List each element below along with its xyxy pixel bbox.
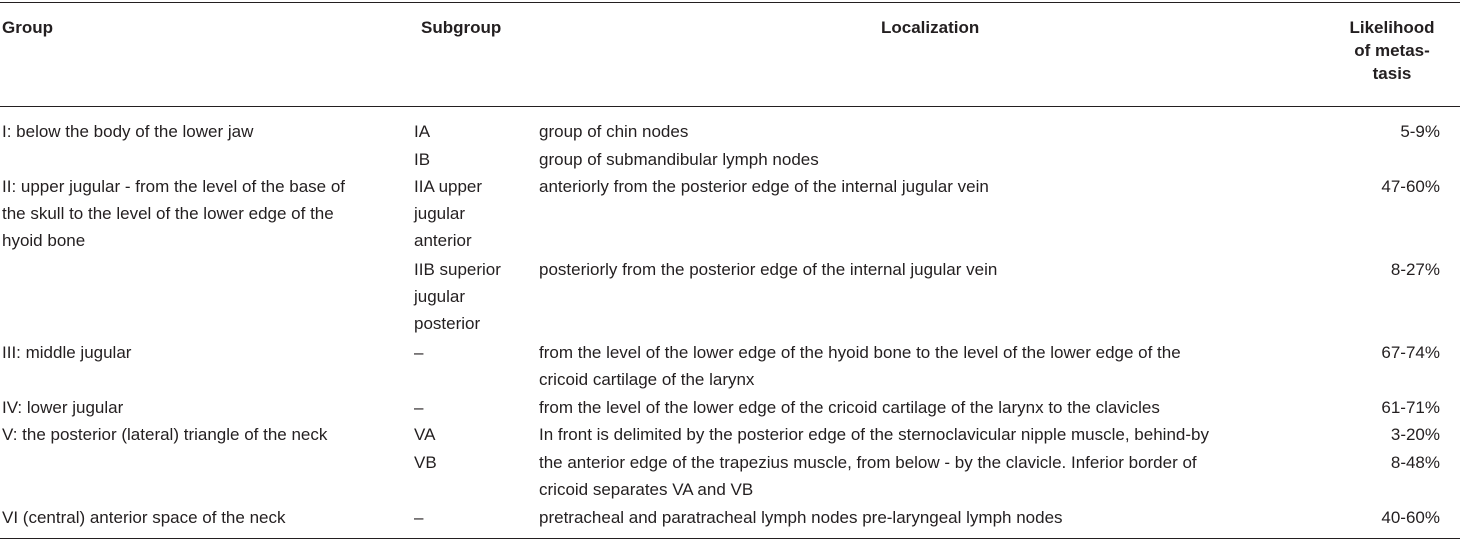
- row-4-localization: posteriorly from the posterior edge of the internal jugular vein: [539, 260, 998, 279]
- row-4-subgroup-line-2: jugular: [414, 287, 466, 306]
- row-1-likelihood: 5-9%: [1400, 122, 1440, 141]
- row-8-likelihood: 8-48%: [1390, 453, 1440, 472]
- header-subgroup: Subgroup: [421, 18, 502, 37]
- row-9-group-line-1: VI (central) anterior space of the neck: [2, 508, 286, 527]
- row-9-subgroup: –: [414, 508, 424, 527]
- row-1-subgroup: IA: [414, 122, 431, 141]
- row-1-localization: group of chin nodes: [539, 122, 689, 141]
- row-5-group-line-1: III: middle jugular: [2, 343, 132, 362]
- header-bottom-rule: [0, 106, 1460, 107]
- row-3-likelihood: 47-60%: [1381, 177, 1440, 196]
- header-localization: Localization: [881, 18, 980, 37]
- row-6-group-line-1: IV: lower jugular: [2, 398, 124, 417]
- row-3-group-line-1: II: upper jugular - from the level of the base of: [2, 177, 346, 196]
- row-3-subgroup-line-1: IIA upper: [414, 177, 483, 196]
- row-1-group-line-1: I: below the body of the lower jaw: [2, 122, 254, 141]
- row-7-likelihood: 3-20%: [1390, 425, 1440, 444]
- row-4-subgroup-line-3: posterior: [414, 314, 481, 333]
- row-7-localization: In front is delimited by the posterior edge of the sternoclavicular nipple muscle, behind-by: [539, 425, 1209, 444]
- row-6-likelihood: 61-71%: [1381, 398, 1440, 417]
- row-8-localization-line-1: the anterior edge of the trapezius muscle, from below - by the clavicle. Inferior border of: [539, 453, 1197, 472]
- row-7-subgroup: VA: [414, 425, 436, 444]
- row-6-localization: from the level of the lower edge of the cricoid cartilage of the larynx to the clavicles: [539, 398, 1160, 417]
- header-likelihood-line-3: tasis: [1372, 64, 1412, 83]
- row-4-subgroup-line-1: IIB superior: [414, 260, 501, 279]
- row-2-subgroup: IB: [414, 150, 431, 169]
- row-9-likelihood: 40-60%: [1381, 508, 1440, 527]
- row-3-localization: anteriorly from the posterior edge of the internal jugular vein: [539, 177, 989, 196]
- row-8-subgroup: VB: [414, 453, 437, 472]
- row-4-likelihood: 8-27%: [1390, 260, 1440, 279]
- row-5-likelihood: 67-74%: [1381, 343, 1440, 362]
- row-3-subgroup-line-2: jugular: [414, 204, 466, 223]
- header-likelihood-line-1: Likelihood: [1349, 18, 1435, 37]
- row-5-localization-line-2: cricoid cartilage of the larynx: [539, 370, 755, 389]
- row-3-group-line-3: hyoid bone: [2, 231, 86, 250]
- row-8-localization-line-2: cricoid separates VA and VB: [539, 480, 754, 499]
- table-top-rule: [0, 2, 1460, 3]
- row-5-subgroup: –: [414, 343, 424, 362]
- row-7-group-line-1: V: the posterior (lateral) triangle of the neck: [2, 425, 328, 444]
- row-9-localization: pretracheal and paratracheal lymph nodes pre-laryngeal lymph nodes: [539, 508, 1063, 527]
- row-2-localization: group of submandibular lymph nodes: [539, 150, 819, 169]
- row-6-subgroup: –: [414, 398, 424, 417]
- row-3-group-line-2: the skull to the level of the lower edge of the: [2, 204, 334, 223]
- row-5-localization-line-1: from the level of the lower edge of the hyoid bone to the level of the lower edge of the: [539, 343, 1181, 362]
- header-group: Group: [2, 18, 53, 37]
- table-bottom-rule: [0, 538, 1460, 539]
- row-3-subgroup-line-3: anterior: [414, 231, 472, 250]
- header-likelihood-line-2: of metas-: [1354, 41, 1430, 60]
